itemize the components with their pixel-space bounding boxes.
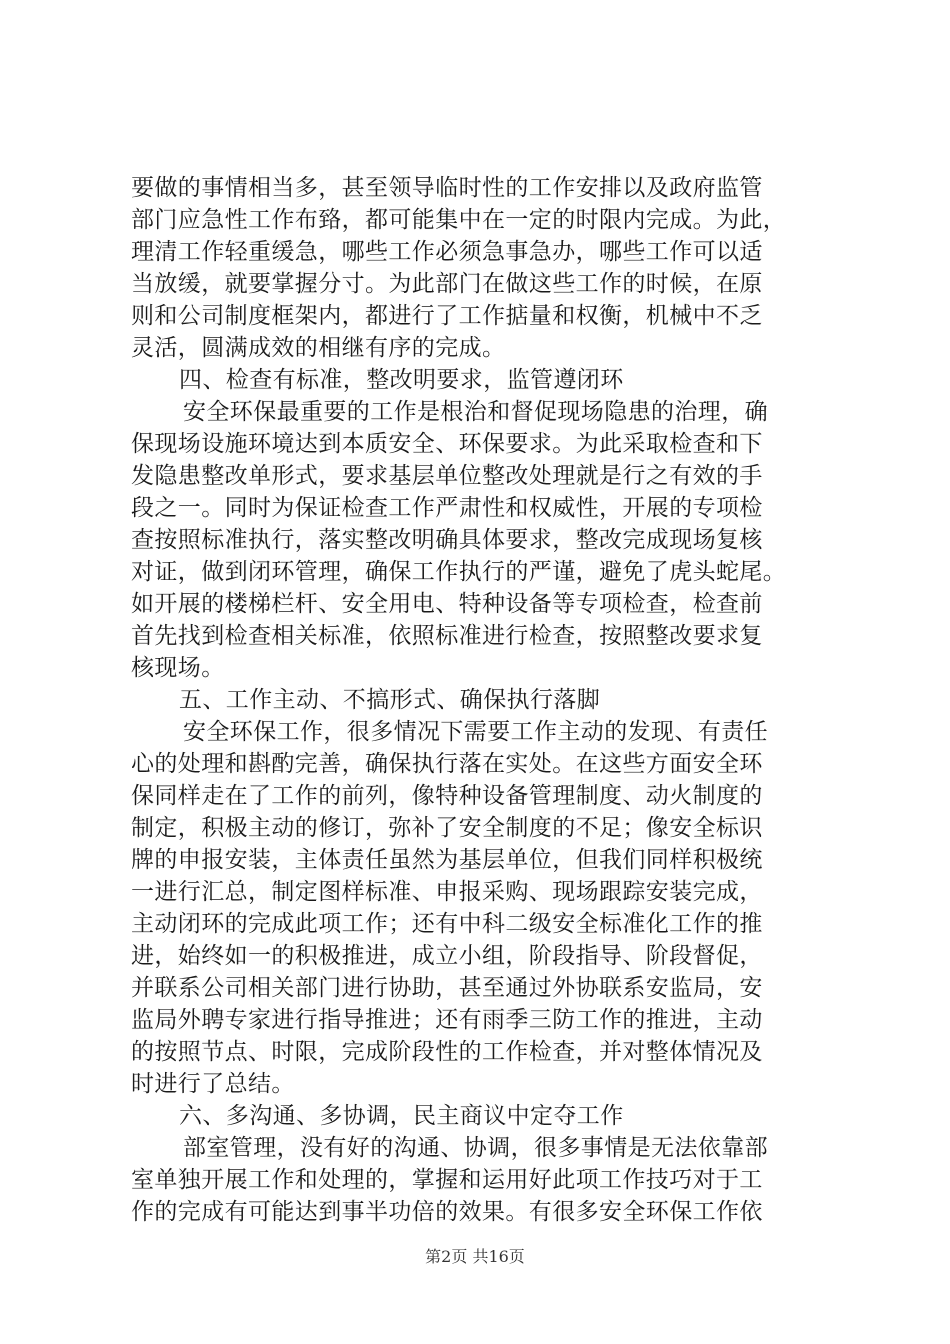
paragraph-line: 当放缓，就要掌握分寸。为此部门在做这些工作的时候，在原 [131, 271, 763, 297]
paragraph-line: 段之一。同时为保证检查工作严肃性和权威性，开展的专项检 [131, 495, 763, 521]
paragraph-line: 部门应急性工作布臵，都可能集中在一定的时限内完成。为此， [131, 207, 787, 233]
paragraph-line: 发隐患整改单形式，要求基层单位整改处理就是行之有效的手 [131, 463, 763, 489]
paragraph-line: 作的完成有可能达到事半功倍的效果。有很多安全环保工作依 [131, 1199, 763, 1225]
paragraph-line: 首先找到检查相关标准，依照标准进行检查，按照整改要求复 [131, 623, 763, 649]
paragraph-line: 的按照节点、时限，完成阶段性的工作检查，并对整体情况及 [131, 1039, 763, 1065]
paragraph-line: 则和公司制度框架内，都进行了工作掂量和权衡，机械中不乏 [131, 303, 763, 329]
paragraph-line: 查按照标准执行，落实整改明确具体要求，整改完成现场复核 [131, 527, 763, 553]
paragraph-line: 保同样走在了工作的前列，像特种设备管理制度、动火制度的 [131, 783, 763, 809]
paragraph-line: 核现场。 [131, 655, 225, 681]
paragraph-line: 对证，做到闭环管理，确保工作执行的严谨，避免了虎头蛇尾。 [131, 559, 787, 585]
paragraph-line: 理清工作轻重缓急，哪些工作必须急事急办，哪些工作可以适 [131, 239, 763, 265]
section-heading-line: 六、多沟通、多协调，民主商议中定夺工作 [179, 1103, 624, 1129]
paragraph-line: 时进行了总结。 [131, 1071, 295, 1097]
paragraph-line: 室单独开展工作和处理的，掌握和运用好此项工作技巧对于工 [131, 1167, 763, 1193]
paragraph-line: 要做的事情相当多，甚至领导临时性的工作安排以及政府监管 [131, 175, 763, 201]
paragraph-line: 监局外聘专家进行指导推进；还有雨季三防工作的推进，主动 [131, 1007, 763, 1033]
paragraph-line: 进，始终如一的积极推进，成立小组，阶段指导、阶段督促， [131, 943, 763, 969]
paragraph-line: 并联系公司相关部门进行协助，甚至通过外协联系安监局，安 [131, 975, 763, 1001]
paragraph-line: 部室管理，没有好的沟通、协调，很多事情是无法依靠部 [183, 1135, 768, 1161]
paragraph-line: 安全环保工作，很多情况下需要工作主动的发现、有责任 [183, 719, 768, 745]
paragraph-line: 主动闭环的完成此项工作；还有中科二级安全标准化工作的推 [131, 911, 763, 937]
section-heading-line: 五、工作主动、不搞形式、确保执行落脚 [179, 687, 601, 713]
paragraph-line: 安全环保最重要的工作是根治和督促现场隐患的治理，确 [183, 399, 768, 425]
paragraph-line: 如开展的楼梯栏杆、安全用电、特种设备等专项检查，检查前 [131, 591, 763, 617]
document-body [131, 172, 831, 1228]
paragraph-line: 心的处理和斟酌完善，确保执行落在实处。在这些方面安全环 [131, 751, 763, 777]
paragraph-line: 一进行汇总，制定图样标准、申报采购、现场跟踪安装完成， [131, 879, 763, 905]
page-footer: 第2页 共16页 [425, 1247, 525, 1266]
paragraph-line: 保现场设施环境达到本质安全、环保要求。为此采取检查和下 [131, 431, 763, 457]
paragraph-line: 制定，积极主动的修订，弥补了安全制度的不足；像安全标识 [131, 815, 763, 841]
section-heading-line: 四、检查有标准，整改明要求，监管遵闭环 [179, 367, 624, 393]
paragraph-line: 牌的申报安装，主体责任虽然为基层单位，但我们同样积极统 [131, 847, 763, 873]
paragraph-line: 灵活，圆满成效的相继有序的完成。 [131, 335, 506, 361]
